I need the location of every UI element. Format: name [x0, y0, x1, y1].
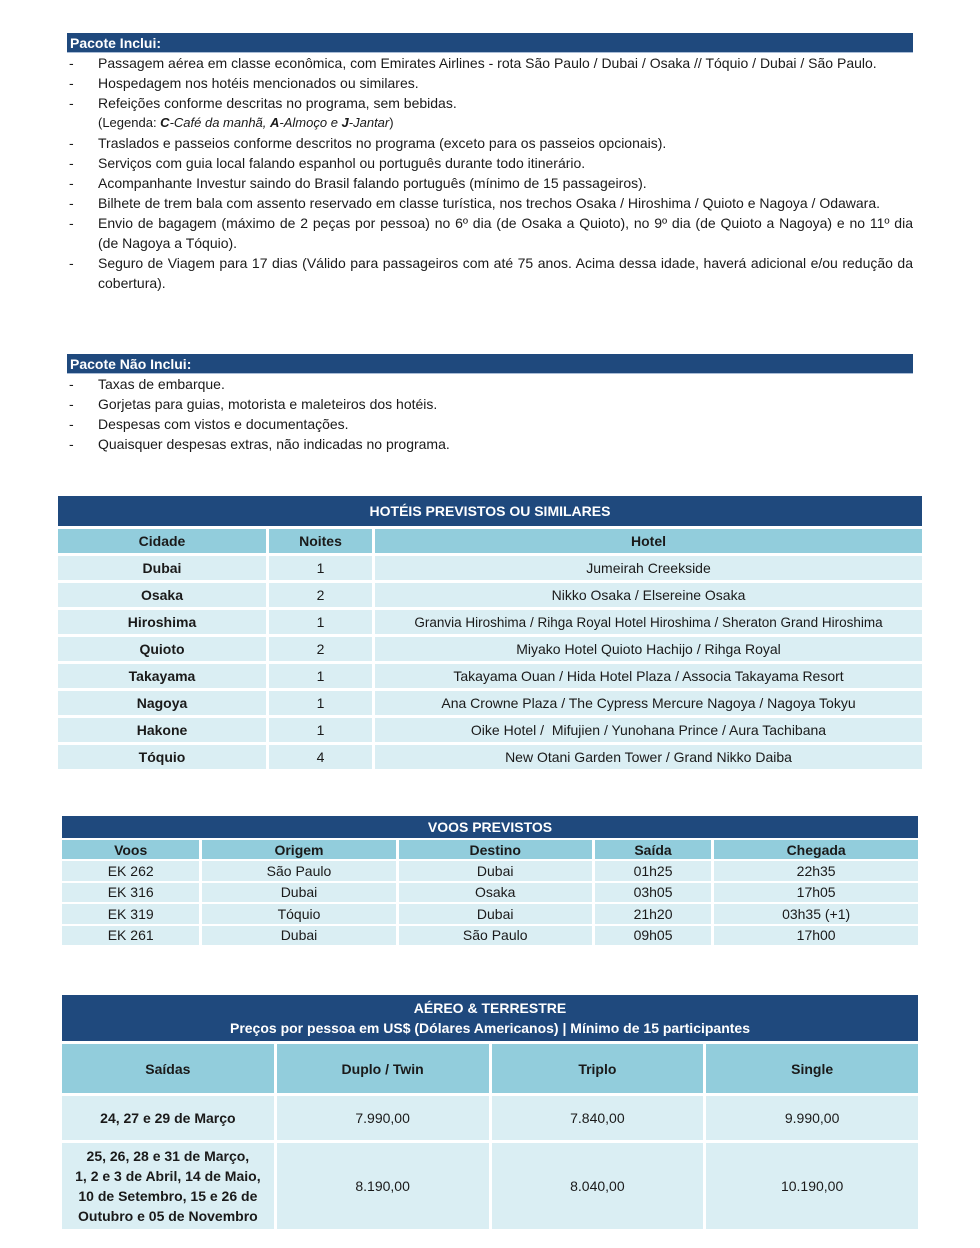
hotel-cell: Granvia Hiroshima / Rihga Royal Hotel Hiroshima / Sheraton Grand Hiroshima — [375, 610, 922, 634]
table-row — [58, 556, 922, 580]
excludes-section — [67, 354, 913, 454]
column-header: Noites — [269, 529, 372, 553]
column-header: Hotel — [375, 529, 922, 553]
table-row — [58, 583, 922, 607]
bullet: - — [69, 436, 74, 452]
list-item — [67, 153, 913, 173]
column-header: Cidade — [58, 529, 266, 553]
column-header: Chegada — [714, 840, 918, 859]
bullet: - — [69, 155, 74, 171]
arrival-time: 17h05 — [714, 883, 918, 903]
table-row — [58, 745, 922, 769]
arrival-time: 03h35 (+1) — [714, 904, 918, 924]
departures-cell — [62, 1096, 274, 1140]
city-cell: Takayama — [58, 664, 266, 688]
nights-cell: 4 — [269, 745, 372, 769]
legend-text-c: -Café da manhã, — [169, 115, 271, 130]
list-item — [67, 213, 913, 253]
table-row — [58, 610, 922, 634]
city-cell: Hiroshima — [58, 610, 266, 634]
departure-time: 01h25 — [595, 861, 711, 881]
single-price: 9.990,00 — [706, 1096, 918, 1140]
column-header: Voos — [62, 840, 199, 859]
table-row — [58, 691, 922, 715]
hotel-cell: Oike Hotel / Mifujien / Yunohana Prince / Aura Tachibana — [375, 718, 922, 742]
hotel-cell: Miyako Hotel Quioto Hachijo / Rihga Royal — [375, 637, 922, 661]
destination: Osaka — [399, 883, 592, 903]
bullet: - — [69, 175, 74, 191]
prices-table — [59, 992, 921, 1232]
column-header: Duplo / Twin — [277, 1044, 489, 1093]
bullet: - — [69, 75, 74, 91]
table-row — [62, 1096, 918, 1140]
table-row — [62, 861, 918, 881]
hotel-cell: Ana Crowne Plaza / The Cypress Mercure Nagoya / Nagoya Tokyu — [375, 691, 922, 715]
city-cell: Osaka — [58, 583, 266, 607]
includes-list — [67, 53, 913, 293]
departure-line: 1, 2 e 3 de Abril, 14 de Maio, — [75, 1168, 261, 1184]
item-text: Seguro de Viagem para 17 dias (Válido para passageiros com até 75 anos. Acima dessa idade, haverá adicional e/ou redução da cobertura). — [98, 255, 913, 291]
legend-text-a: -Almoço e — [279, 115, 342, 130]
table-row — [62, 883, 918, 903]
column-header: Triplo — [492, 1044, 704, 1093]
city-cell: Nagoya — [58, 691, 266, 715]
item-text: Gorjetas para guias, motorista e maleteiros dos hotéis. — [98, 396, 438, 412]
departure-line: 10 de Setembro, 15 e 26 de — [78, 1188, 258, 1204]
nights-cell: 1 — [269, 718, 372, 742]
hotels-table — [55, 493, 925, 772]
item-text: Refeições conforme descritas no programa, sem bebidas. — [98, 95, 457, 111]
bullet: - — [69, 376, 74, 392]
column-header: Single — [706, 1044, 918, 1093]
table-row — [58, 664, 922, 688]
flight-number: EK 319 — [62, 904, 199, 924]
nights-cell: 1 — [269, 610, 372, 634]
flights-title: VOOS PREVISTOS — [62, 816, 918, 838]
hotel-cell: Jumeirah Creekside — [375, 556, 922, 580]
item-text: Envio de bagagem (máximo de 2 peças por pessoa) no 6º dia (de Osaka a Quioto), no 9º dia (de Quioto a Nagoya) e no 11º dia (de Nagoya a Tóquio). — [98, 215, 913, 251]
nights-cell: 1 — [269, 664, 372, 688]
arrival-time: 17h00 — [714, 926, 918, 946]
item-text: Hospedagem nos hotéis mencionados ou similares. — [98, 75, 419, 91]
departures-cell — [62, 1143, 274, 1229]
city-cell: Hakone — [58, 718, 266, 742]
legend-close: ) — [389, 115, 394, 130]
arrival-time: 22h35 — [714, 861, 918, 881]
bullet: - — [69, 255, 74, 271]
bullet: - — [69, 55, 74, 71]
origin: São Paulo — [202, 861, 395, 881]
item-text: Serviços com guia local falando espanhol ou português durante todo itinerário. — [98, 155, 586, 171]
destination: Dubai — [399, 904, 592, 924]
hotel-cell: Takayama Ouan / Hida Hotel Plaza / Associa Takayama Resort — [375, 664, 922, 688]
flights-header-row — [62, 840, 918, 859]
list-item — [67, 394, 913, 414]
departure-time: 21h20 — [595, 904, 711, 924]
column-header: Saídas — [62, 1044, 274, 1093]
legend-key-c: C — [160, 115, 170, 130]
list-item — [67, 193, 913, 213]
departure-line: 24, 27 e 29 de Março — [100, 1110, 236, 1126]
list-item — [67, 53, 913, 73]
double-price: 7.990,00 — [277, 1096, 489, 1140]
departure-line: 25, 26, 28 e 31 de Março, — [86, 1148, 250, 1164]
city-cell: Tóquio — [58, 745, 266, 769]
bullet: - — [69, 135, 74, 151]
nights-cell: 2 — [269, 637, 372, 661]
hotels-header-row — [58, 529, 922, 553]
list-item — [67, 253, 913, 293]
table-row — [58, 637, 922, 661]
triple-price: 8.040,00 — [492, 1143, 704, 1229]
nights-cell: 2 — [269, 583, 372, 607]
list-item — [67, 173, 913, 193]
departure-time: 09h05 — [595, 926, 711, 946]
table-row — [62, 1143, 918, 1229]
legend-open: (Legenda: — [98, 115, 161, 130]
legend-key-a: A — [270, 115, 280, 130]
flights-table — [59, 814, 921, 947]
list-item — [67, 434, 913, 454]
list-item — [67, 93, 913, 133]
item-text: Quaisquer despesas extras, não indicadas no programa. — [98, 436, 450, 452]
flight-number: EK 316 — [62, 883, 199, 903]
item-text: Traslados e passeios conforme descritos no programa (exceto para os passeios opcionais). — [98, 135, 667, 151]
item-text: Despesas com vistos e documentações. — [98, 416, 349, 432]
table-row — [62, 926, 918, 946]
list-item — [67, 374, 913, 394]
destination: São Paulo — [399, 926, 592, 946]
origin: Tóquio — [202, 904, 395, 924]
double-price: 8.190,00 — [277, 1143, 489, 1229]
prices-title: AÉREO & TERRESTRE — [413, 1000, 567, 1016]
prices-title-block — [62, 995, 918, 1041]
legend-key-j: J — [341, 115, 349, 130]
hotels-title: HOTÉIS PREVISTOS OU SIMILARES — [58, 496, 922, 526]
city-cell: Quioto — [58, 637, 266, 661]
bullet: - — [69, 195, 74, 211]
nights-cell: 1 — [269, 556, 372, 580]
prices-subtitle: Preços por pessoa em US$ (Dólares Americanos) | Mínimo de 15 participantes — [229, 1020, 751, 1036]
column-header: Origem — [202, 840, 395, 859]
excludes-title: Pacote Não Inclui: — [67, 354, 913, 374]
table-row — [58, 718, 922, 742]
bullet: - — [69, 396, 74, 412]
legend-text-j: -Jantar — [348, 115, 390, 130]
column-header: Saída — [595, 840, 711, 859]
flight-number: EK 261 — [62, 926, 199, 946]
hotel-cell: Nikko Osaka / Elsereine Osaka — [375, 583, 922, 607]
item-text: Passagem aérea em classe econômica, com Emirates Airlines - rota São Paulo / Dubai / Osaka // Tóquio / Dubai / São Paulo. — [98, 55, 877, 71]
list-item — [67, 73, 913, 93]
bullet: - — [69, 95, 74, 111]
meal-legend — [98, 113, 913, 133]
column-header: Destino — [399, 840, 592, 859]
list-item — [67, 133, 913, 153]
item-text: Bilhete de trem bala com assento reservado em classe turística, nos trechos Osaka / Hiroshima / Quioto e Nagoya / Odawara. — [98, 195, 881, 211]
flight-number: EK 262 — [62, 861, 199, 881]
list-item — [67, 414, 913, 434]
origin: Dubai — [202, 926, 395, 946]
triple-price: 7.840,00 — [492, 1096, 704, 1140]
table-row — [62, 904, 918, 924]
bullet: - — [69, 416, 74, 432]
departure-time: 03h05 — [595, 883, 711, 903]
bullet: - — [69, 215, 74, 231]
hotel-cell: New Otani Garden Tower / Grand Nikko Daiba — [375, 745, 922, 769]
includes-title: Pacote Inclui: — [67, 33, 913, 53]
prices-header-row — [62, 1044, 918, 1093]
destination: Dubai — [399, 861, 592, 881]
city-cell: Dubai — [58, 556, 266, 580]
item-text: Acompanhante Investur saindo do Brasil falando português (mínimo de 15 passageiros). — [98, 175, 647, 191]
excludes-list — [67, 374, 913, 454]
origin: Dubai — [202, 883, 395, 903]
item-text: Taxas de embarque. — [98, 376, 225, 392]
includes-section — [67, 33, 913, 293]
single-price: 10.190,00 — [706, 1143, 918, 1229]
nights-cell: 1 — [269, 691, 372, 715]
departure-line: Outubro e 05 de Novembro — [78, 1208, 258, 1224]
